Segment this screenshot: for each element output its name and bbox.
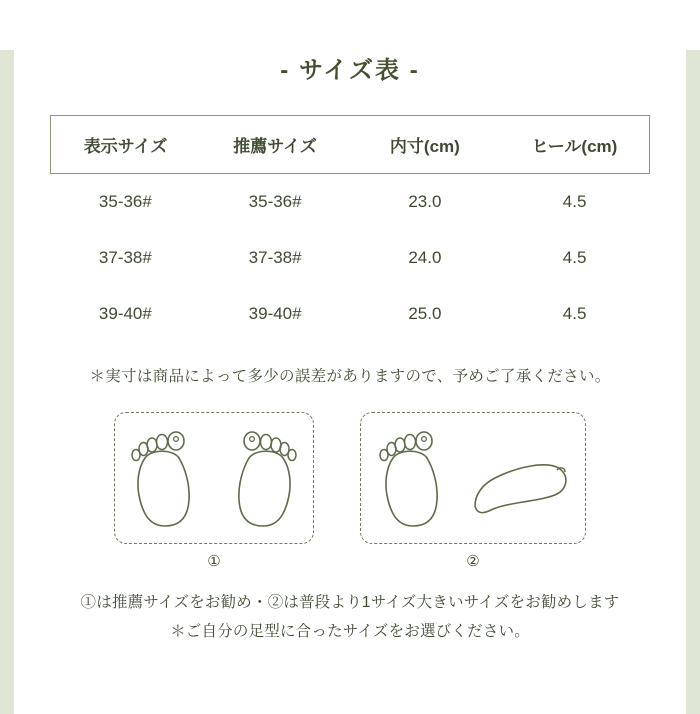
right-foot-top-icon: [217, 422, 303, 534]
table-header-cell: 表示サイズ: [51, 116, 201, 174]
table-header-cell: 内寸(cm): [350, 116, 500, 174]
table-cell: 37-38#: [248, 248, 302, 267]
table-header-cell: ヒール(cm): [500, 116, 650, 174]
foot-outline-box-2: [360, 412, 586, 544]
table-cell: 39-40#: [248, 304, 302, 323]
footer-notes: [28, 588, 672, 647]
table-cell: 39-40#: [98, 304, 152, 323]
table-row: [51, 286, 650, 342]
size-table: [50, 115, 650, 342]
table-cell: 35-36#: [248, 192, 302, 211]
table-cell: 4.5: [562, 248, 587, 267]
footer-note-1: ①は推薦サイズをお勧め・②は普段より1サイズ大きいサイズをお勧めします: [80, 594, 620, 611]
table-cell: 24.0: [408, 248, 442, 267]
foot-outline-box-1: [114, 412, 314, 544]
table-cell: 25.0: [408, 304, 442, 323]
table-cell: 23.0: [408, 192, 442, 211]
diagram-caption-1: ①: [207, 553, 221, 570]
page-title: - サイズ表 -: [280, 57, 420, 84]
table-header-cell: 推薦サイズ: [200, 116, 350, 174]
size-table-wrapper: [50, 115, 650, 342]
left-foot-top-icon: [125, 422, 211, 534]
foot-diagram-right: [360, 412, 586, 570]
table-row: [51, 230, 650, 286]
foot-top-icon: [373, 422, 459, 534]
foot-diagram-left: [114, 412, 314, 570]
table-cell: 4.5: [562, 304, 587, 323]
table-cell: 35-36#: [98, 192, 152, 211]
disclaimer-note: ＊実寸は商品によって多少の誤差がありますので、予めご了承ください。: [89, 368, 611, 385]
table-row: [51, 174, 650, 231]
foot-side-profile-icon: [465, 422, 573, 534]
diagram-caption-2: ②: [466, 553, 480, 570]
footer-note-2: ＊ご自分の足型に合ったサイズをお選びください。: [170, 623, 530, 641]
table-header-row: [51, 116, 650, 174]
foot-diagram: [28, 412, 672, 570]
size-chart-page: [0, 50, 700, 714]
page-inner: [14, 50, 686, 714]
table-cell: 4.5: [562, 192, 587, 211]
table-cell: 37-38#: [98, 248, 152, 267]
